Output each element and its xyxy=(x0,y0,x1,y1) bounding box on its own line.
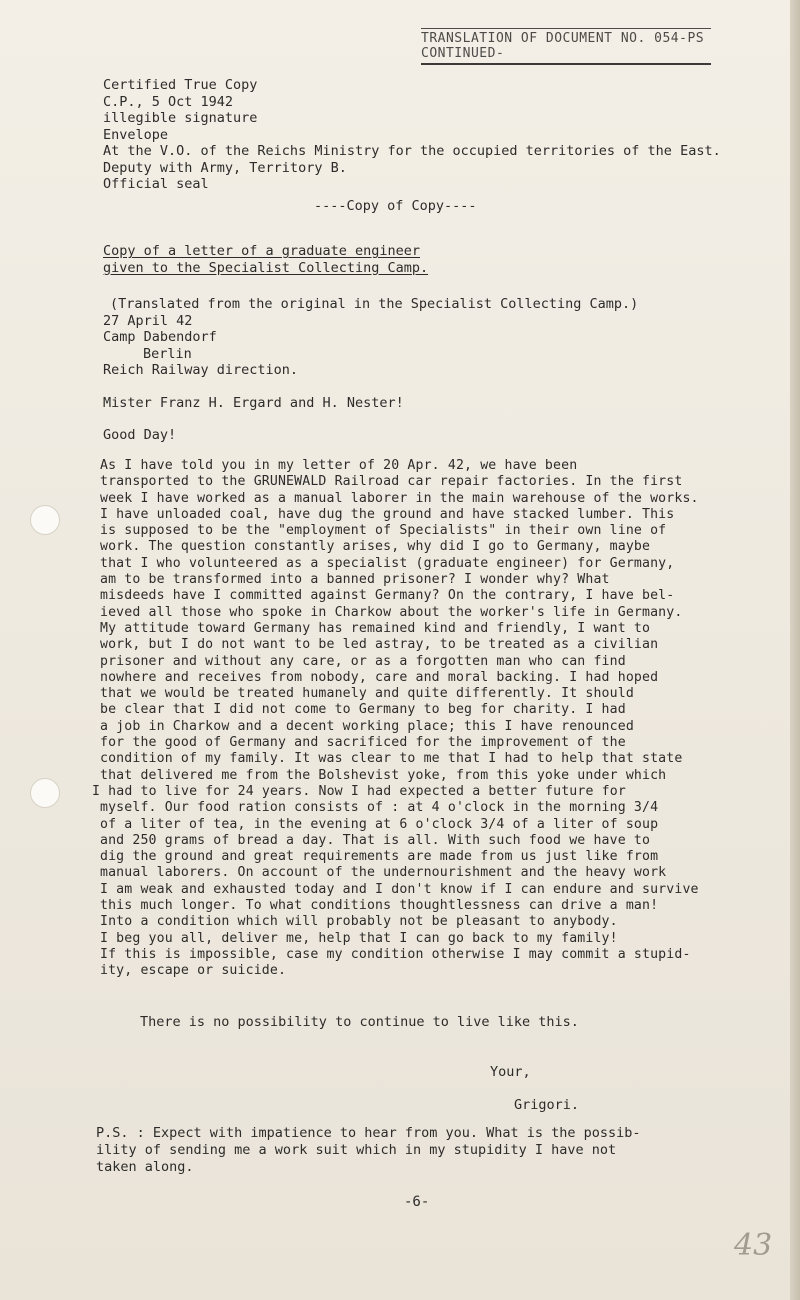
cert-line: Certified True Copy xyxy=(103,77,258,93)
body-line: My attitude toward Germany has remained kind and friendly, I want to xyxy=(100,620,651,636)
body-line: manual laborers. On account of the undernourishment and the heavy work xyxy=(100,865,667,881)
cert-line: illegible signature xyxy=(103,110,258,126)
address-block xyxy=(103,296,639,379)
body-line: is supposed to be the "employment of Specialists" in their own line of xyxy=(100,523,667,539)
punch-hole-lower xyxy=(30,778,60,808)
salutation: Mister Franz H. Ergard and H. Nester! xyxy=(103,395,404,411)
header-top-rule xyxy=(421,28,711,29)
cert-line: C.P., 5 Oct 1942 xyxy=(103,93,234,110)
postscript-line: taken along. xyxy=(96,1159,194,1175)
address-line: Camp Dabendorf xyxy=(103,329,217,345)
page-edge xyxy=(790,0,800,1300)
address-line: Berlin xyxy=(143,345,192,362)
body-line: Into a condition which will probably not be pleasant to anybody. xyxy=(100,914,618,930)
postscript xyxy=(96,1125,736,1176)
sign-off: Your, xyxy=(490,1064,531,1080)
body-line: that delivered me from the Bolshevist yoke, from this yoke under which xyxy=(100,767,667,783)
body-line: work, but I do not want to be led astray, to be treated as a civilian xyxy=(100,637,659,653)
cert-line: Official seal xyxy=(103,176,209,192)
body-line: misdeeds have I committed against Germany? On the contrary, I have bel- xyxy=(100,588,675,604)
body-line: If this is impossible, case my condition otherwise I may commit a stupid- xyxy=(100,946,691,962)
header-rule xyxy=(421,63,711,65)
letter-title xyxy=(103,243,428,276)
body-line: ieved all those who spoke in Charkow about the worker's life in Germany. xyxy=(100,604,683,620)
body-line: transported to the GRUNEWALD Railroad car repair factories. In the first xyxy=(100,474,683,490)
letter-body xyxy=(92,458,720,980)
body-line: that I who volunteered as a specialist (graduate engineer) for Germany, xyxy=(100,555,675,571)
copy-of-copy-marker: ----Copy of Copy---- xyxy=(314,198,477,214)
cert-line: Deputy with Army, Territory B. xyxy=(103,159,347,176)
greeting: Good Day! xyxy=(103,427,177,443)
body-line: dig the ground and great requirements are made from us just like from xyxy=(100,849,659,865)
body-line: of a liter of tea, in the evening at 6 o'clock 3/4 of a liter of soup xyxy=(100,816,659,832)
cert-line: At the V.O. of the Reichs Ministry for the occupied territories of the East. xyxy=(103,143,721,159)
body-line: I have unloaded coal, have dug the ground and have stacked lumber. This xyxy=(100,506,675,522)
letter-title-line: Copy of a letter of a graduate engineer xyxy=(103,243,420,259)
closing-sentence: There is no possibility to continue to live like this. xyxy=(140,1014,579,1030)
body-line: and 250 grams of bread a day. That is all. With such food we have to xyxy=(100,832,651,848)
body-line: prisoner and without any care, or as a forgotten man who can find xyxy=(100,653,626,669)
body-line: be clear that I did not come to Germany to beg for charity. I had xyxy=(100,702,626,718)
address-line: 27 April 42 xyxy=(103,312,193,329)
page-number: -6- xyxy=(404,1194,430,1210)
body-line: I am weak and exhausted today and I don't know if I can endure and survive xyxy=(100,881,699,897)
header-title: TRANSLATION OF DOCUMENT NO. 054-PS xyxy=(421,31,705,46)
body-line: am to be transformed into a banned prisoner? I wonder why? What xyxy=(100,572,610,588)
postscript-line: P.S. : Expect with impatience to hear from you. What is the possib- xyxy=(96,1125,641,1141)
letter-title-line: given to the Specialist Collecting Camp. xyxy=(103,259,429,276)
address-line: (Translated from the original in the Specialist Collecting Camp.) xyxy=(110,296,639,312)
header-continued: CONTINUED- xyxy=(421,46,505,61)
body-line: work. The question constantly arises, why did I go to Germany, maybe xyxy=(100,539,651,555)
body-line: I beg you all, deliver me, help that I can go back to my family! xyxy=(100,930,618,946)
cert-line: Envelope xyxy=(103,126,169,143)
certification-block xyxy=(103,77,721,193)
body-line: myself. Our food ration consists of : at 4 o'clock in the morning 3/4 xyxy=(100,800,659,816)
body-line: ity, escape or suicide. xyxy=(100,963,287,979)
body-line: that we would be treated humanely and quite differently. It should xyxy=(100,686,634,702)
translation-header xyxy=(421,28,711,65)
body-line: week I have worked as a manual laborer in the main warehouse of the works. xyxy=(100,490,699,506)
body-line: As I have told you in my letter of 20 Apr. 42, we have been xyxy=(100,458,578,473)
postscript-line: ility of sending me a work suit which in my stupidity I have not xyxy=(96,1142,617,1158)
punch-hole-upper xyxy=(30,505,60,535)
body-line: this much longer. To what conditions thoughtlessness can drive a man! xyxy=(100,898,659,914)
body-line: a job in Charkow and a decent working place; this I have renounced xyxy=(100,718,634,734)
body-line: nowhere and receives from nobody, care and moral backing. I had hoped xyxy=(100,669,659,685)
address-line: Reich Railway direction. xyxy=(103,362,299,378)
handwritten-folio-number: 43 xyxy=(734,1228,773,1263)
body-line: condition of my family. It was clear to me that I had to help that state xyxy=(100,751,683,767)
body-line: I had to live for 24 years. Now I had expected a better future for xyxy=(92,783,626,799)
body-line: for the good of Germany and sacrificed for the improvement of the xyxy=(100,735,626,751)
signature: Grigori. xyxy=(514,1097,580,1113)
